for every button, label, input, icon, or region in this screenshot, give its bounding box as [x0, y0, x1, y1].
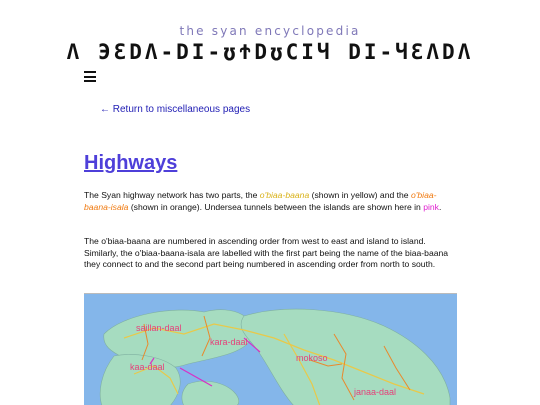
map-label-kara: kara-daal [210, 337, 248, 347]
site-subtitle: the syan encyclopedia [179, 24, 361, 38]
numbering-paragraph: The o'biaa-baana are numbered in ascending order from west to east and island to island. Similarly, the o'biaa-baana-isala are labelled with the first part being the name of the biaa-baana they connect to and the second part being numbered in ascending order from north to south. [84, 236, 449, 269]
term-pink: pink [423, 201, 439, 212]
intro-paragraph: The Syan highway network has two parts, the o'biaa-baana (shown in yellow) and the o'biaa-baana-isala (shown in orange). Undersea tunnels between the islands are shown here in pink. [84, 190, 442, 212]
back-link[interactable]: ← Return to miscellaneous pages [100, 104, 251, 115]
map-label-janaa: janaa-daal [354, 387, 397, 397]
hamburger-menu-icon[interactable] [84, 71, 96, 83]
term-biaa-baana-isala: o'biaa-baana-isala [84, 190, 437, 212]
term-biaa-baana: o'biaa-baana [259, 190, 310, 200]
site-title[interactable]: Λ ЭƐDΛ-DI-ʊϮDʊϹIЧ DI-ЧƐΛDΛ [66, 40, 474, 64]
page-title[interactable]: Highways [84, 152, 178, 174]
map-label-kaa: kaa-daal [130, 362, 165, 372]
map-label-saillan: saillan-daal [136, 323, 182, 333]
map-label-mokoso: mokoso [296, 353, 328, 363]
highway-map [84, 293, 457, 405]
